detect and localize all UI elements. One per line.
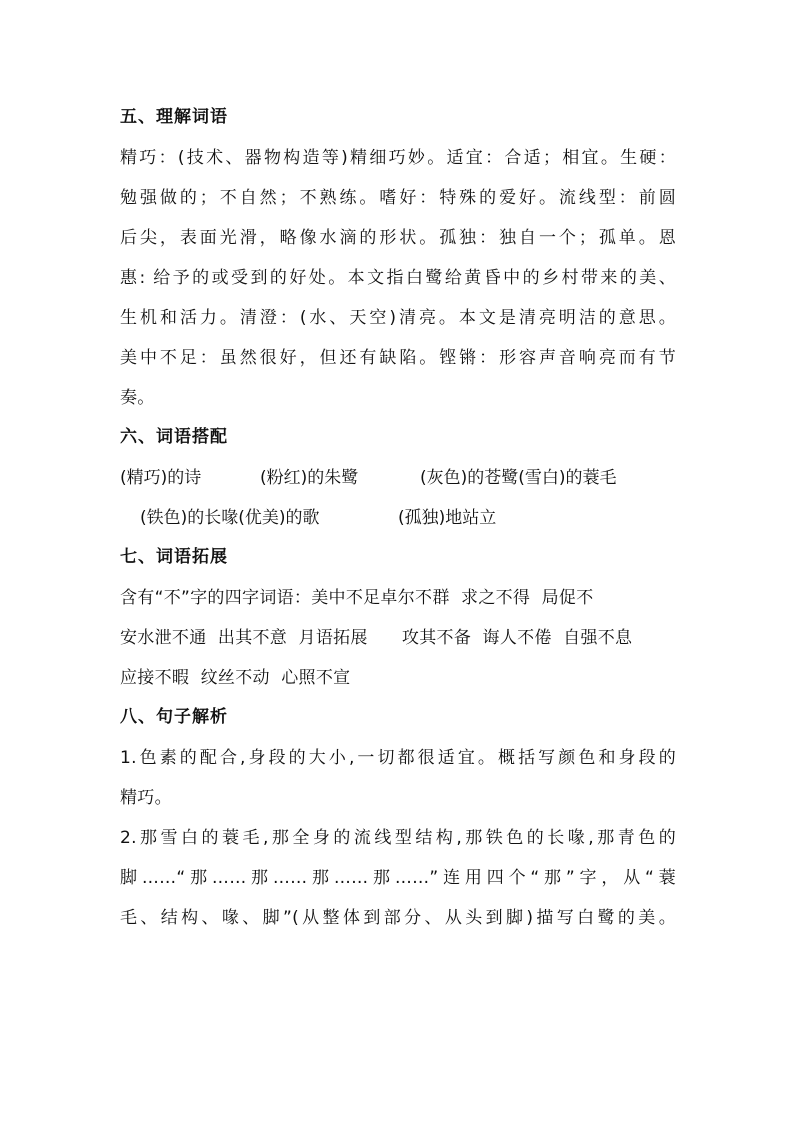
collocation-item: (孤独)地站立 [398, 508, 497, 528]
collocation-item: (铁色)的长喙(优美)的歌 [140, 508, 320, 528]
section-heading: 六、词语搭配 [120, 427, 228, 447]
text-line: 精巧。 [120, 788, 172, 808]
collocation-row [120, 458, 676, 498]
text-line: 毛、结构、喙、脚”(从整体到部分、从头到脚)描写白鹭的美。 [120, 908, 676, 928]
text-line: 脚……“那……那……那……那……”连用四个“那”字，从“蓑 [120, 868, 676, 888]
section-body [120, 738, 676, 938]
section-understand-words [120, 98, 676, 418]
text-line: 精巧：(技术、器物构造等)精细巧妙。适宜：合适；相宜。生硬： [120, 148, 676, 168]
text-line: 美中不足：虽然很好，但还有缺陷。铿锵：形容声音响亮而有节 [120, 348, 676, 368]
collocation-item: (精巧)的诗 [120, 468, 202, 488]
section-sentence-analysis [120, 698, 676, 938]
section-body [120, 138, 676, 418]
section-heading: 五、理解词语 [120, 107, 228, 127]
section-word-collocation [120, 418, 676, 538]
collocation-item: (灰色)的苍鹭(雪白)的蓑毛 [420, 468, 617, 488]
text-line: 安水泄不通 出其不意 月语拓展 攻其不备 诲人不倦 自强不息 [120, 628, 633, 648]
text-line: 勉强做的；不自然；不熟练。嗜好：特殊的爱好。流线型：前圆 [120, 188, 676, 208]
section-body [120, 578, 676, 698]
text-line: 应接不暇 纹丝不动 心照不宣 [120, 668, 351, 688]
document-page [120, 98, 676, 938]
section-heading: 七、词语拓展 [120, 547, 228, 567]
collocation-item: (粉红)的朱鹭 [260, 468, 359, 488]
section-heading: 八、句子解析 [120, 707, 228, 727]
text-line: 奏。 [120, 388, 155, 408]
collocation-row [120, 498, 676, 538]
text-line: 惠: 给予的或受到的好处。本文指白鹭给黄昏中的乡村带来的美、 [120, 268, 676, 288]
text-line: 含有“不”字的四字词语：美中不足卓尔不群 求之不得 局促不 [120, 588, 594, 608]
text-line: 1.色素的配合,身段的大小,一切都很适宜。概括写颜色和身段的 [120, 748, 676, 768]
text-line: 生机和活力。清澄：(水、天空)清亮。本文是清亮明洁的意思。 [120, 308, 676, 328]
text-line: 2.那雪白的蓑毛,那全身的流线型结构,那铁色的长喙,那青色的 [120, 828, 676, 848]
section-word-expansion [120, 538, 676, 698]
text-line: 后尖，表面光滑，略像水滴的形状。孤独：独自一个；孤单。恩 [120, 228, 676, 248]
